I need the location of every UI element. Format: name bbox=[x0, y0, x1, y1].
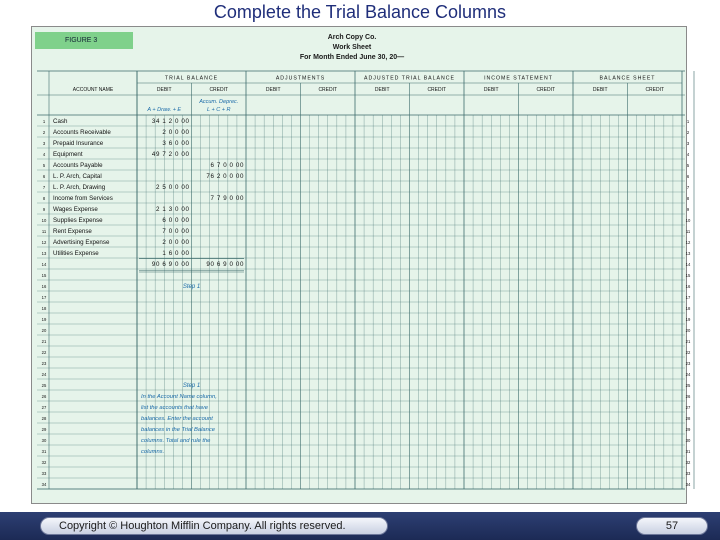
account-name: Utilities Expense bbox=[53, 250, 99, 257]
row-number-right: 33 bbox=[685, 471, 691, 476]
row-number-right: 24 bbox=[685, 372, 691, 377]
column-group-label: ADJUSTMENTS bbox=[275, 75, 326, 82]
row-number: 34 bbox=[41, 482, 47, 487]
row-number-right: 4 bbox=[686, 152, 690, 157]
debit-header: DEBIT bbox=[592, 87, 608, 93]
instruction-line: balances. Enter the account bbox=[141, 416, 213, 422]
credit-header: CREDIT bbox=[318, 87, 338, 93]
row-number: 3 bbox=[42, 141, 46, 146]
row-number: 13 bbox=[41, 251, 47, 256]
grid-text bbox=[42, 76, 691, 488]
trial-debit: 2 5 0 0 00 bbox=[155, 184, 190, 191]
row-number-right: 22 bbox=[685, 350, 691, 355]
trial-credit: 90 6 9 0 00 bbox=[206, 261, 244, 268]
instruction-line: balances in the Trial Balance bbox=[141, 427, 216, 433]
row-number: 18 bbox=[41, 306, 47, 311]
row-number: 26 bbox=[41, 394, 47, 399]
account-name-header: ACCOUNT NAME bbox=[72, 87, 114, 93]
row-number-right: 11 bbox=[685, 229, 691, 234]
row-number: 25 bbox=[41, 383, 47, 388]
row-number: 6 bbox=[42, 174, 46, 179]
row-number: 16 bbox=[41, 284, 47, 289]
row-number: 9 bbox=[42, 207, 46, 212]
figure-label: FIGURE 3 bbox=[35, 32, 133, 49]
instruction-line: list the accounts that have bbox=[141, 405, 209, 411]
row-number: 8 bbox=[42, 196, 46, 201]
credit-header: CREDIT bbox=[209, 87, 229, 93]
row-number: 11 bbox=[41, 229, 47, 234]
row-number: 23 bbox=[41, 361, 47, 366]
row-number-right: 34 bbox=[685, 482, 691, 487]
row-number: 5 bbox=[42, 163, 46, 168]
row-number-right: 14 bbox=[685, 262, 691, 267]
row-number: 33 bbox=[41, 471, 47, 476]
row-number-right: 16 bbox=[685, 284, 691, 289]
trial-credit: 76 2 0 0 00 bbox=[206, 173, 244, 180]
row-number-right: 8 bbox=[686, 196, 690, 201]
row-number-right: 15 bbox=[685, 273, 691, 278]
row-number-right: 26 bbox=[685, 394, 691, 399]
column-group-label: BALANCE SHEET bbox=[599, 75, 656, 82]
row-number: 15 bbox=[41, 273, 47, 278]
instruction-line: columns. bbox=[141, 449, 165, 455]
trial-debit: 2 0 0 00 bbox=[162, 239, 190, 246]
row-number: 28 bbox=[41, 416, 47, 421]
row-number-right: 17 bbox=[685, 295, 691, 300]
trial-debit: 3 6 0 00 bbox=[162, 140, 190, 147]
column-group-label: TRIAL BALANCE bbox=[164, 75, 219, 82]
equation-debit: A + Draw. + E bbox=[147, 107, 182, 113]
account-name: Prepaid Insurance bbox=[53, 140, 104, 147]
report-period: For Month Ended June 30, 20— bbox=[299, 54, 405, 61]
row-number: 10 bbox=[41, 218, 47, 223]
debit-header: DEBIT bbox=[156, 87, 172, 93]
instruction-line: In the Account Name column, bbox=[141, 394, 217, 400]
row-number: 12 bbox=[41, 240, 47, 245]
worksheet-grid bbox=[37, 71, 691, 501]
trial-debit: 90 6 9 0 00 bbox=[151, 261, 190, 268]
account-name: Advertising Expense bbox=[53, 239, 110, 246]
trial-debit: 2 0 0 00 bbox=[162, 129, 190, 136]
debit-header: DEBIT bbox=[265, 87, 281, 93]
account-name: Accounts Receivable bbox=[53, 129, 111, 136]
row-number-right: 7 bbox=[686, 185, 690, 190]
row-number-right: 12 bbox=[685, 240, 691, 245]
footer-copyright: Copyright © Houghton Mifflin Company. All rights reserved. bbox=[40, 517, 388, 535]
trial-debit: 2 1 3 0 00 bbox=[155, 206, 190, 213]
row-number-right: 23 bbox=[685, 361, 691, 366]
account-name: Wages Expense bbox=[53, 206, 98, 213]
column-group-label: ADJUSTED TRIAL BALANCE bbox=[364, 75, 455, 82]
row-number: 24 bbox=[41, 372, 47, 377]
credit-header: CREDIT bbox=[645, 87, 665, 93]
trial-credit: 6 7 0 0 00 bbox=[210, 162, 244, 169]
row-number: 17 bbox=[41, 295, 47, 300]
row-number-right: 31 bbox=[685, 449, 691, 454]
company-name: Arch Copy Co. bbox=[327, 34, 377, 41]
report-name: Work Sheet bbox=[332, 44, 372, 51]
row-number: 30 bbox=[41, 438, 47, 443]
instruction-line: columns. Total and rule the bbox=[141, 438, 211, 444]
grid-lines bbox=[37, 71, 694, 489]
equation-credit-1: Accum. Deprec. bbox=[199, 99, 239, 105]
row-number-right: 20 bbox=[685, 328, 691, 333]
row-number-right: 3 bbox=[686, 141, 690, 146]
row-number: 1 bbox=[42, 119, 46, 124]
step-label-lower: Step 1 bbox=[182, 383, 201, 389]
account-name: Accounts Payable bbox=[53, 162, 103, 169]
row-number: 14 bbox=[41, 262, 47, 267]
column-group-label: INCOME STATEMENT bbox=[484, 75, 553, 82]
trial-debit: 6 0 0 00 bbox=[162, 217, 190, 224]
row-number-right: 13 bbox=[685, 251, 691, 256]
account-name: Supplies Expense bbox=[53, 217, 103, 224]
row-number-right: 6 bbox=[686, 174, 690, 179]
row-number: 27 bbox=[41, 405, 47, 410]
row-number: 21 bbox=[41, 339, 47, 344]
account-name: L. P. Arch, Drawing bbox=[53, 184, 106, 191]
account-name: Equipment bbox=[53, 151, 83, 158]
row-number-right: 5 bbox=[686, 163, 690, 168]
row-number: 22 bbox=[41, 350, 47, 355]
row-number: 19 bbox=[41, 317, 47, 322]
trial-debit: 1 6 0 00 bbox=[162, 250, 190, 257]
account-name: L. P. Arch, Capital bbox=[53, 173, 102, 180]
equation-credit-2: L + C + R bbox=[207, 107, 231, 113]
row-number: 7 bbox=[42, 185, 46, 190]
step-label-upper: Step 1 bbox=[182, 284, 201, 290]
row-number: 29 bbox=[41, 427, 47, 432]
row-number-right: 27 bbox=[685, 405, 691, 410]
account-name: Cash bbox=[53, 118, 68, 125]
row-number-right: 21 bbox=[685, 339, 691, 344]
row-number-right: 28 bbox=[685, 416, 691, 421]
account-name: Income from Services bbox=[53, 195, 113, 202]
credit-header: CREDIT bbox=[427, 87, 447, 93]
row-number-right: 32 bbox=[685, 460, 691, 465]
slide-title: Complete the Trial Balance Columns bbox=[213, 2, 507, 22]
debit-header: DEBIT bbox=[483, 87, 499, 93]
row-number: 20 bbox=[41, 328, 47, 333]
trial-debit: 49 7 2 0 00 bbox=[151, 151, 190, 158]
row-number: 31 bbox=[41, 449, 47, 454]
row-number-right: 2 bbox=[686, 130, 690, 135]
row-number: 4 bbox=[42, 152, 46, 157]
row-number-right: 18 bbox=[685, 306, 691, 311]
account-name: Rent Expense bbox=[53, 228, 92, 235]
row-number-right: 25 bbox=[685, 383, 691, 388]
row-number-right: 30 bbox=[685, 438, 691, 443]
row-number-right: 19 bbox=[685, 317, 691, 322]
worksheet-figure bbox=[31, 26, 691, 504]
row-number: 32 bbox=[41, 460, 47, 465]
row-number: 2 bbox=[42, 130, 46, 135]
row-number-right: 10 bbox=[685, 218, 691, 223]
debit-header: DEBIT bbox=[374, 87, 390, 93]
trial-debit: 34 1 2 0 00 bbox=[151, 118, 190, 125]
trial-debit: 7 0 0 00 bbox=[162, 228, 190, 235]
page-number: 57 bbox=[636, 517, 708, 535]
trial-credit: 7 7 9 0 00 bbox=[210, 195, 244, 202]
row-number-right: 1 bbox=[686, 119, 690, 124]
row-number-right: 9 bbox=[686, 207, 690, 212]
credit-header: CREDIT bbox=[536, 87, 556, 93]
row-number-right: 29 bbox=[685, 427, 691, 432]
